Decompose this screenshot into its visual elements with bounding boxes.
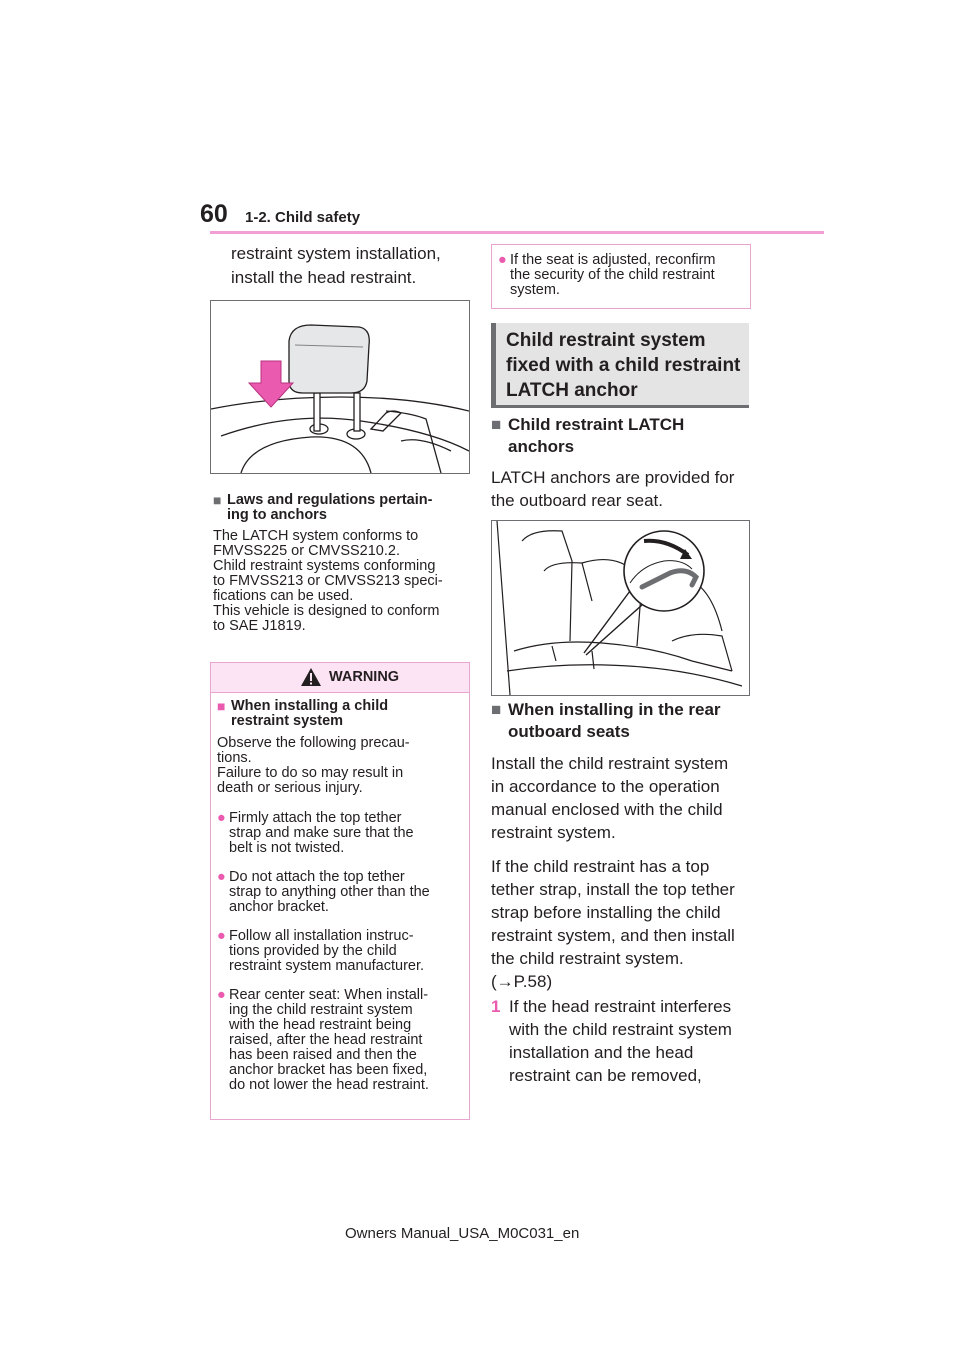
laws-line: Child restraint systems conforming xyxy=(213,558,436,574)
step-line: with the child restraint system xyxy=(509,1020,732,1039)
note-box xyxy=(491,244,751,309)
outboard-line: Install the child restraint system xyxy=(491,754,729,773)
warning-item-line: do not lower the head restraint. xyxy=(229,1077,429,1093)
head-restraint-illustration xyxy=(211,301,469,473)
laws-section xyxy=(213,493,469,634)
section-heading-line: Child restraint system xyxy=(506,330,706,351)
section-heading-box xyxy=(491,323,749,405)
laws-line: FMVSS225 or CMVSS210.2. xyxy=(213,543,400,559)
laws-line: to FMVSS213 or CMVSS213 speci- xyxy=(213,573,443,589)
laws-line: to SAE J1819. xyxy=(213,618,306,634)
warning-intro-line: death or serious injury. xyxy=(217,780,363,796)
warning-title: WARNING xyxy=(329,669,400,685)
warning-item-line: strap to anything other than the xyxy=(229,884,430,900)
warning-item xyxy=(217,929,463,974)
note-line: system. xyxy=(510,282,560,298)
warning-item-line: tions provided by the child xyxy=(229,943,397,959)
dot-bullet: ● xyxy=(217,928,226,944)
warning-item-line: ing the child restraint system xyxy=(229,1002,413,1018)
step-line: If the head restraint interferes xyxy=(509,997,732,1016)
warning-item-line: anchor bracket. xyxy=(229,899,329,915)
square-bullet: ■ xyxy=(491,700,502,719)
step-1 xyxy=(491,995,761,1087)
warning-heading-line: restraint system xyxy=(231,713,344,729)
dot-bullet: ● xyxy=(217,869,226,885)
section-heading-rule xyxy=(491,405,749,408)
outboard-heading-line: When installing in the rear xyxy=(508,700,721,719)
dot-bullet: ● xyxy=(217,810,226,826)
outboard-line: If the child restraint has a top xyxy=(491,857,710,876)
note-content xyxy=(498,253,744,298)
warning-item xyxy=(217,811,463,856)
latch-section xyxy=(491,414,761,512)
section-heading-line: LATCH anchor xyxy=(506,380,638,401)
rear-seat-illustration xyxy=(492,521,749,695)
warning-content xyxy=(217,699,463,1093)
dot-bullet: ● xyxy=(217,987,226,1003)
warning-intro-line: tions. xyxy=(217,750,252,766)
outboard-section xyxy=(491,699,761,1087)
warning-intro xyxy=(217,736,463,796)
footer-manual-id: Owners Manual_USA_M0C031_en xyxy=(345,1225,580,1242)
outboard-heading-line: outboard seats xyxy=(508,722,630,741)
latch-heading-line: anchors xyxy=(508,437,575,456)
latch-body xyxy=(491,466,761,512)
outboard-line: manual enclosed with the child xyxy=(491,800,723,819)
intro-line: restraint system installation, xyxy=(231,244,441,263)
step-line: restraint can be removed, xyxy=(509,1066,702,1085)
warning-heading-line: When installing a child xyxy=(231,698,389,714)
laws-heading xyxy=(213,493,469,523)
warning-item-line: with the head restraint being xyxy=(229,1017,412,1033)
outboard-line: tether strap, install the top tether xyxy=(491,880,735,899)
warning-item-line: has been raised and then the xyxy=(229,1047,417,1063)
page-reference-link[interactable]: (→P.58) xyxy=(491,972,553,991)
latch-body-line: the outboard rear seat. xyxy=(491,491,664,510)
outboard-line: strap before installing the child xyxy=(491,903,721,922)
warning-item-line: belt is not twisted. xyxy=(229,840,345,856)
square-bullet: ■ xyxy=(213,492,222,508)
outboard-line: in accordance to the operation xyxy=(491,777,720,796)
latch-heading-line: Child restraint LATCH xyxy=(508,415,685,434)
laws-line: fications can be used. xyxy=(213,588,354,604)
header-divider xyxy=(210,231,824,234)
warning-item-line: Rear center seat: When install- xyxy=(229,987,429,1003)
square-bullet: ■ xyxy=(491,415,502,434)
outboard-line: restraint system. xyxy=(491,823,616,842)
laws-body xyxy=(213,529,469,634)
step-number: 1 xyxy=(491,997,501,1016)
warning-item-line: strap and make sure that the xyxy=(229,825,414,841)
outboard-line: the child restraint system. xyxy=(491,949,684,968)
warning-item xyxy=(217,988,463,1093)
warning-item xyxy=(217,870,463,915)
outboard-para-1 xyxy=(491,752,761,844)
warning-item-line: raised, after the head restraint xyxy=(229,1032,423,1048)
laws-heading-line: ing to anchors xyxy=(227,507,327,523)
section-heading-line: fixed with a child restraint xyxy=(506,355,741,376)
warning-intro-line: Failure to do so may result in xyxy=(217,765,404,781)
square-bullet: ■ xyxy=(217,698,226,714)
laws-heading-line: Laws and regulations pertain- xyxy=(227,492,433,508)
dot-bullet: ● xyxy=(498,252,507,268)
step-line: installation and the head xyxy=(509,1043,694,1062)
section-heading xyxy=(506,328,740,403)
note-line: If the seat is adjusted, reconfirm xyxy=(510,252,716,268)
laws-line: The LATCH system conforms to xyxy=(213,528,419,544)
outboard-line: restraint system, and then install xyxy=(491,926,735,945)
warning-item-line: Follow all installation instruc- xyxy=(229,928,414,944)
warning-header xyxy=(211,663,469,693)
latch-body-line: LATCH anchors are provided for xyxy=(491,468,735,487)
page-number: 60 xyxy=(200,200,228,228)
intro-line: install the head restraint. xyxy=(231,268,417,287)
rear-seat-latch-figure xyxy=(491,520,750,696)
warning-item-line: anchor bracket has been fixed, xyxy=(229,1062,428,1078)
warning-intro-line: Observe the following precau- xyxy=(217,735,410,751)
warning-box xyxy=(210,662,470,1120)
outboard-para-2 xyxy=(491,855,761,993)
section-title: 1-2. Child safety xyxy=(245,209,361,226)
laws-line: This vehicle is designed to conform xyxy=(213,603,440,619)
latch-heading xyxy=(491,414,761,458)
warning-heading xyxy=(217,699,463,729)
outboard-heading xyxy=(491,699,761,743)
warning-triangle-icon xyxy=(300,667,322,687)
note-line: the security of the child restraint xyxy=(510,267,715,283)
head-restraint-figure xyxy=(210,300,470,474)
warning-item-line: restraint system manufacturer. xyxy=(229,958,425,974)
warning-item-line: Do not attach the top tether xyxy=(229,869,405,885)
warning-item-line: Firmly attach the top tether xyxy=(229,810,402,826)
intro-text xyxy=(231,242,471,290)
